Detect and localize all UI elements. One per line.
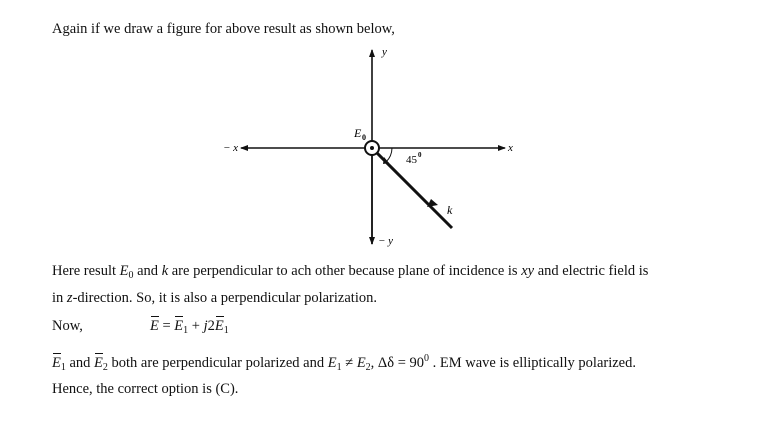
e0-label: E bbox=[354, 126, 362, 140]
field-dot bbox=[370, 146, 374, 150]
angle-degree: 0 bbox=[418, 151, 422, 159]
k-label: k bbox=[447, 203, 453, 217]
paragraph-2: in z-direction. So, it is also a perpendicular polarization. bbox=[52, 290, 377, 306]
equation: $E = E_1 + j2E_1$ bbox=[150, 318, 229, 336]
angle-label: 45 bbox=[406, 154, 417, 166]
paragraph-3: $E_1$ and $E_2$ both are perpendicular polarized and $E_1 \ne E_2$, $\Delta\delta = 90^0$ . EM wave is elliptically polarized. bbox=[52, 353, 636, 373]
intro-text: Again if we draw a figure for above result as shown below, bbox=[52, 21, 395, 37]
conclusion: Hence, the correct option is (C). bbox=[52, 381, 239, 397]
angle-arc bbox=[386, 148, 392, 162]
now-label: Now, bbox=[52, 318, 83, 334]
e0-subscript: 0 bbox=[362, 133, 366, 142]
paragraph-1: Here result $E_0$ and k are perpendicular to ach other because plane of incidence is xy and electric field is bbox=[52, 263, 649, 281]
neg-y-label: − y bbox=[378, 235, 394, 247]
y-label: y bbox=[382, 46, 387, 58]
angle-arc-arrow bbox=[383, 157, 389, 164]
x-label: x bbox=[508, 142, 513, 154]
neg-x-label: − x bbox=[223, 142, 239, 154]
